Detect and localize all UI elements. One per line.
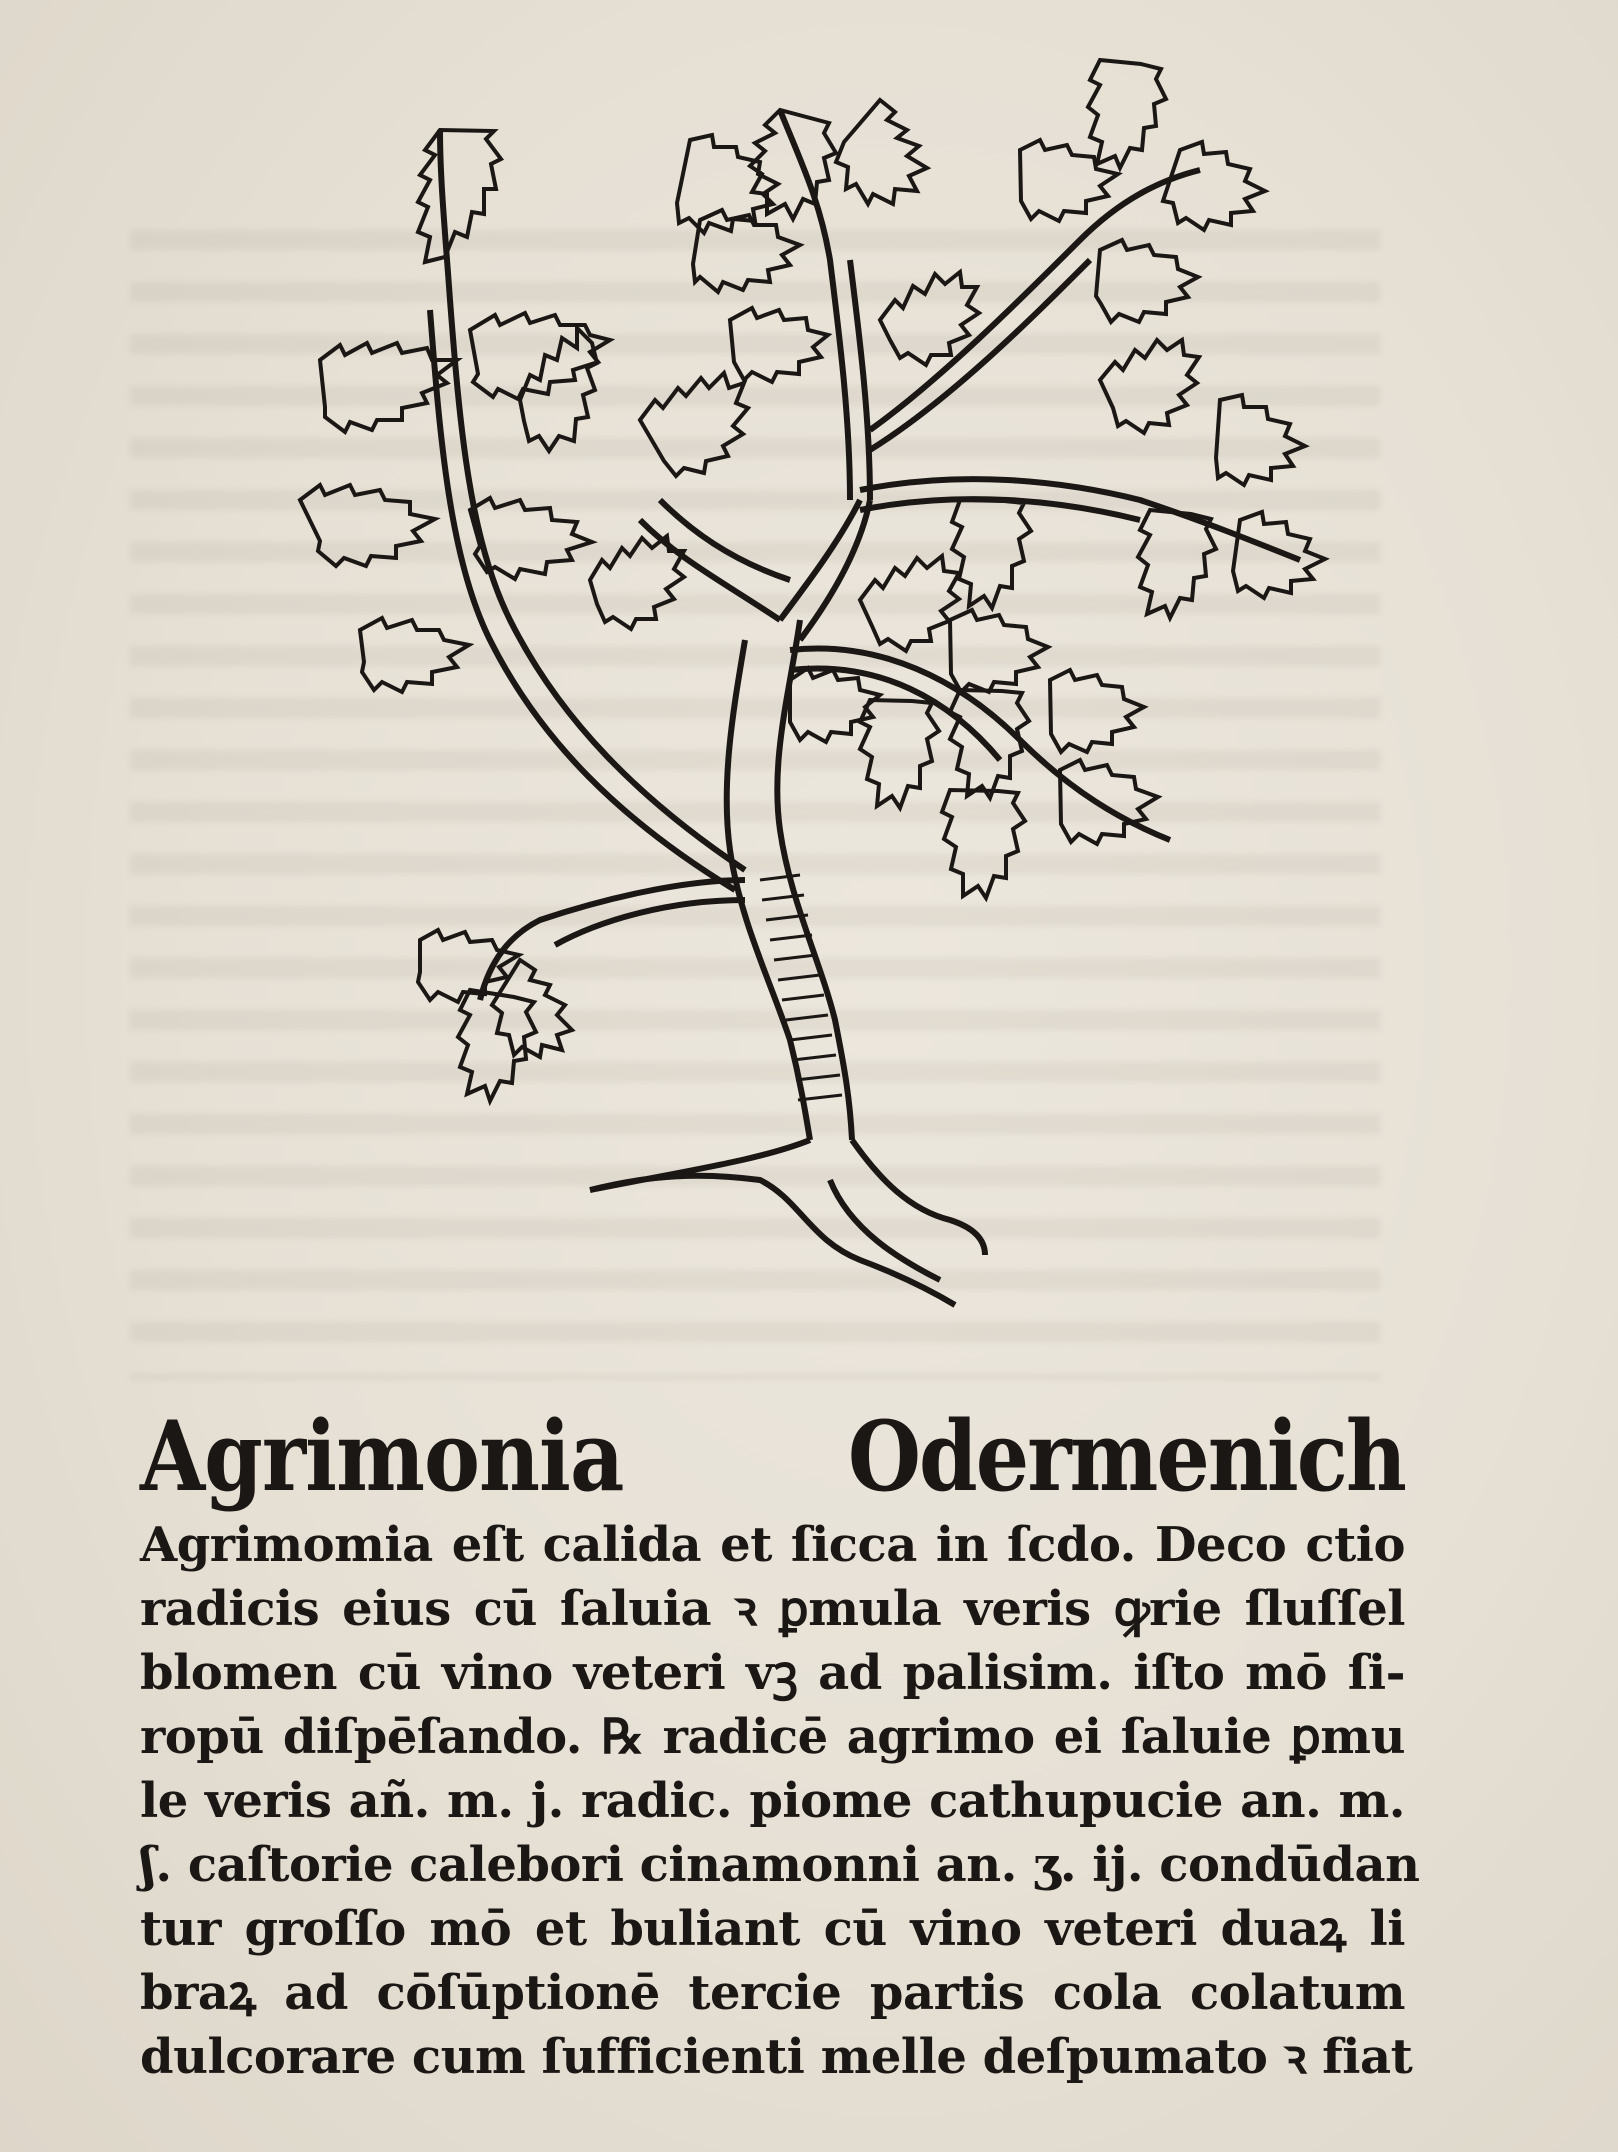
- text-line: dulcorare cum ſufficienti melle deſpumato ꝛ fiat: [140, 2029, 1413, 2085]
- leaf: [860, 556, 959, 651]
- leaf: [300, 485, 435, 566]
- branch-right: [860, 479, 1300, 560]
- leaf: [1096, 240, 1198, 322]
- heading-row: [140, 1390, 1405, 1514]
- leaf: [1163, 142, 1265, 230]
- leaf: [360, 618, 469, 692]
- leaf: [942, 790, 1025, 898]
- leaf-group: [300, 60, 1325, 1305]
- trunk-upper: [780, 500, 870, 640]
- leaf: [1088, 60, 1166, 168]
- leaf: [1233, 512, 1325, 598]
- text-line: radicis eius cū ſaluia ꝛ ꝑmula veris ꝙrie ſluſſel: [140, 1581, 1405, 1637]
- leaf: [952, 500, 1031, 608]
- latin-name-heading: Agrimonia: [140, 1399, 624, 1514]
- leaf: [1050, 670, 1144, 752]
- leaf: [640, 373, 748, 476]
- leaf: [1100, 340, 1199, 433]
- text-line: Agrimomia eſt calida et ſicca in ſcdo. Deco ctio: [140, 1517, 1405, 1573]
- branch-upper-right: [870, 170, 1200, 450]
- text-block: [140, 1390, 1420, 2089]
- leaf: [836, 100, 927, 204]
- roots: [590, 1140, 985, 1305]
- leaf: [470, 313, 610, 399]
- leaf: [750, 110, 836, 219]
- leaf: [1216, 395, 1305, 485]
- german-name-heading: Odermenich: [847, 1399, 1405, 1514]
- body-text: [140, 1513, 1420, 2089]
- text-line: ʃ. caſtorie calebori cinamonni an. ʒ. ij. condūdan: [140, 1837, 1420, 1893]
- leaf: [1138, 510, 1216, 618]
- branch-lower-left: [480, 880, 745, 1000]
- text-line: ropū diſpēſando. ℞ radicē agrimo ei ſaluie ꝑmu: [140, 1709, 1405, 1765]
- leaf: [950, 610, 1048, 692]
- text-line: braꝝ ad cōſūptionē tercie partis cola colatum: [140, 1965, 1405, 2021]
- leaf: [590, 536, 684, 629]
- text-line: tur groſſo mō et buliant cū vino veteri duaꝝ li: [140, 1901, 1405, 1957]
- leaf: [730, 308, 828, 382]
- text-line: le veris añ. m. j. radic. piome cathupucie an. m.: [140, 1773, 1405, 1829]
- text-line: blomen cū vino veteri vꝫ ad palisim. iſto mō ſi-: [140, 1645, 1405, 1701]
- agrimony-woodcut-illustration: [280, 30, 1340, 1330]
- leaf: [418, 130, 501, 262]
- leaf: [1020, 140, 1118, 221]
